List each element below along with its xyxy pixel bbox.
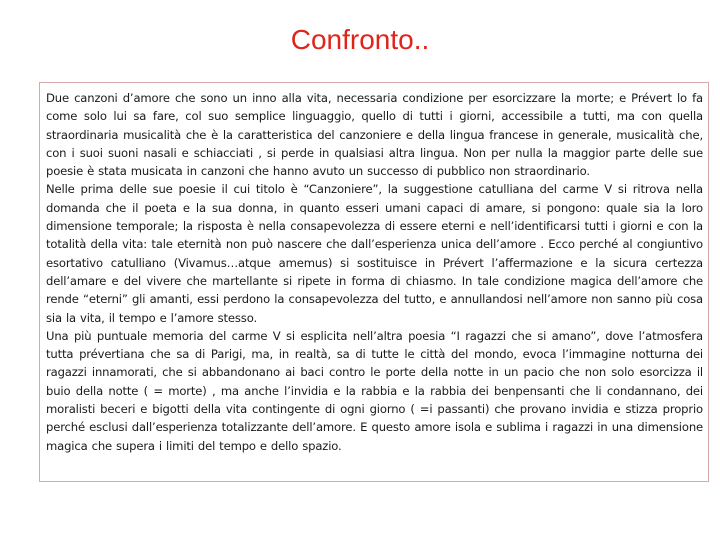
slide-title: Confronto.. <box>290 24 430 55</box>
text-box <box>39 82 709 482</box>
paragraph-1: Due canzoni d’amore che sono un inno alla vita, necessaria condizione per esorcizzare la morte; e Prévert lo fa come solo lui sa fare, col suo semplice linguaggio, quello di tutti i giorni, accessibile a tutti, ma con quella straordinaria musicalità che è la caratteristica del canzoniere e della lingua francese in generale, musicalità che, con i suoi suoni nasali e schiacciati , si perde in qualsiasi altra lingua. Non per nulla la maggior parte delle sue poesie è stata musicata in canzoni che hanno avuto un successo di pubblico non straordinario. <box>46 91 703 179</box>
paragraph-2: Nelle prima delle sue poesie il cui titolo è “Canzoniere”, la suggestione catulliana del carme V si ritrova nella domanda che il poeta e la sua donna, in quanto esseri umani capaci di amare, si pongono: quale sia la loro dimensione temporale; la risposta è nella consapevolezza di essere eterni e nell’identificarsi tutti i giorni e con la totalità della vita: tale eternità non può nascere che dall’esperienza unica dell’amore . Ecco perché al congiuntivo esortativo catulliano (Vivamus…atque amemus) si sostituisce in Prévert l’affermazione e la sicura certezza dell’amare e del vivere che martellante si ripete in forma di chiasmo. In tale condizione magica dell’amore che rende “eterni” gli amanti, essi perdono la consapevolezza del tutto, e annullandosi nell’amore non sanno più cosa sia la vita, il tempo e l’amore stesso. <box>46 182 703 325</box>
paragraph-3: Una più puntuale memoria del carme V si esplicita nell’altra poesia “I ragazzi che si amano”, dove l’atmosfera tutta prévertiana che sa di Parigi, ma, in realtà, sa di tutte le città del mondo, evoca l’immagine notturna dei ragazzi innamorati, che si abbandonano ai baci contro le porte della notte in un pacio che non solo esorcizza il buio della notte ( = morte) , ma anche l’invidia e la rabbia e la rabbia dei benpensanti che li condannano, dei moralisti beceri e bigotti della vita contingente di ogni giorno ( =i passanti) che provano invidia e stizza proprio perché esclusi dall’esperienza totalizzante dell’amore. E questo amore isola e sublima i ragazzi in una dimensione magica che supera i limiti del tempo e dello spazio. <box>46 328 703 453</box>
